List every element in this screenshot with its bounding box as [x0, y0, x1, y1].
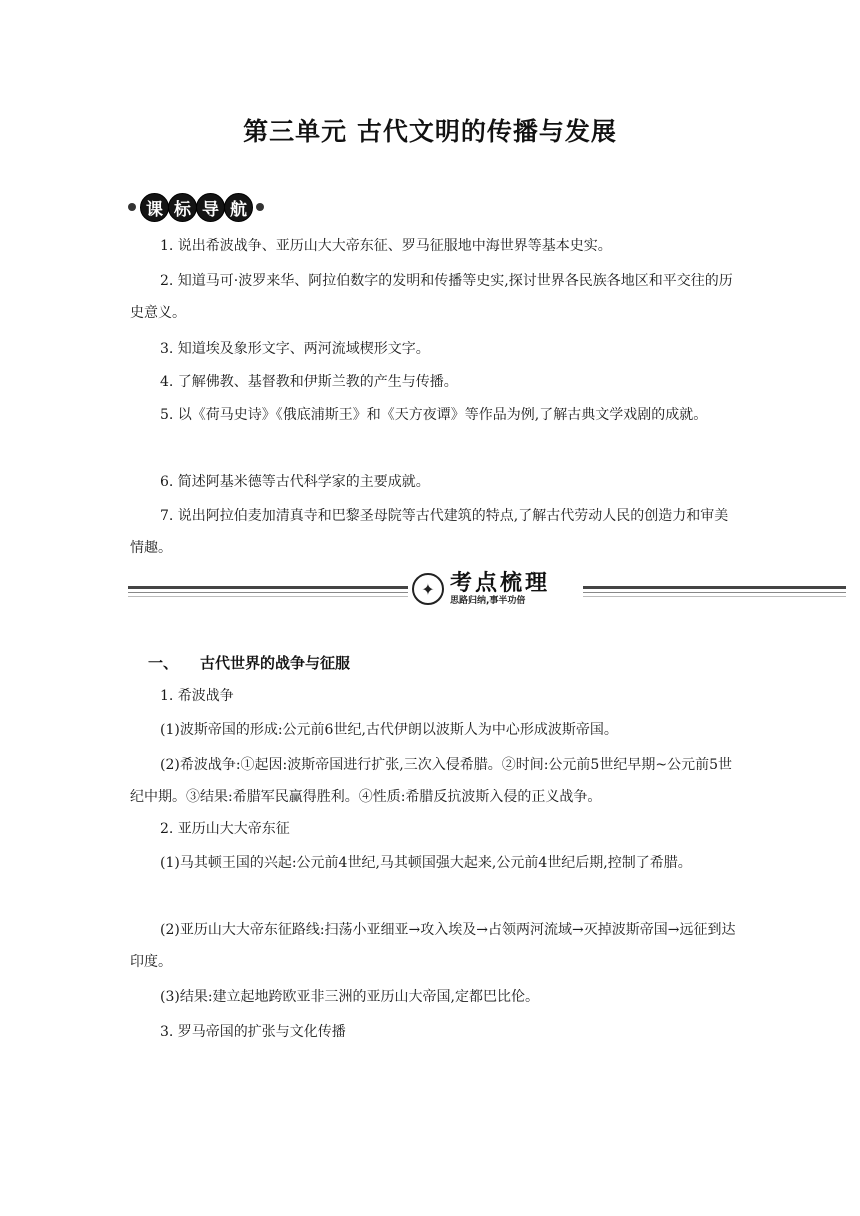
content-paragraph: (1)马其顿王国的兴起:公元前4世纪,马其顿国强大起来,公元前4世纪后期,控制了希腊。: [160, 855, 692, 871]
content-paragraph: (1)波斯帝国的形成:公元前6世纪,古代伊朗以波斯人为中心形成波斯帝国。: [160, 722, 618, 738]
standard-item: 5. 以《荷马史诗》《俄底浦斯王》和《天方夜谭》等作品为例,了解古典文学戏剧的成就。: [160, 407, 708, 423]
banner-char: 课: [140, 193, 169, 222]
page-title: 第三单元 古代文明的传播与发展: [243, 117, 617, 146]
banner-char: 标: [168, 193, 197, 222]
content-paragraph: (2)希波战争:①起因:波斯帝国进行扩张,三次入侵希腊。②时间:公元前5世纪早期~公元前5世纪中期。③结果:希腊军民赢得胜利。④性质:希腊反抗波斯入侵的正义战争。: [130, 757, 732, 805]
subsection-title: 1. 希波战争: [160, 688, 234, 704]
subsection-title: 3. 罗马帝国的扩张与文化传播: [160, 1024, 346, 1040]
subsection-title: 2. 亚历山大大帝东征: [160, 821, 290, 837]
section-number: 一、: [148, 654, 179, 672]
compass-icon: ✦: [412, 573, 444, 605]
course-standards-banner: [128, 192, 264, 222]
standard-item: 7. 说出阿拉伯麦加清真寺和巴黎圣母院等古代建筑的特点,了解古代劳动人民的创造力和审美情趣。: [130, 508, 729, 556]
banner-dot-left: [128, 203, 136, 211]
standard-item: 4. 了解佛教、基督教和伊斯兰教的产生与传播。: [160, 374, 458, 390]
section-heading: [148, 652, 350, 673]
standard-item: 2. 知道马可·波罗来华、阿拉伯数字的发明和传播等史实,探讨世界各民族各地区和平交往的历史意义。: [130, 273, 733, 321]
key-points-banner: [128, 568, 846, 610]
banner-char: 导: [196, 193, 225, 222]
banner-char: 航: [224, 193, 253, 222]
standard-item: 6. 简述阿基米德等古代科学家的主要成就。: [160, 474, 430, 490]
section-title: 古代世界的战争与征服: [200, 654, 351, 672]
standard-item: 1. 说出希波战争、亚历山大大帝东征、罗马征服地中海世界等基本史实。: [160, 238, 612, 254]
banner-title: 考点梳理: [450, 570, 551, 596]
content-paragraph: (3)结果:建立起地跨欧亚非三洲的亚历山大帝国,定都巴比伦。: [160, 989, 539, 1005]
banner-subtitle: 思路归纳,事半功倍: [450, 595, 526, 606]
banner-dot-right: [256, 203, 264, 211]
content-paragraph: (2)亚历山大大帝东征路线:扫荡小亚细亚→攻入埃及→占领两河流域→灭掉波斯帝国→远征到达印度。: [130, 922, 736, 970]
standard-item: 3. 知道埃及象形文字、两河流域楔形文字。: [160, 341, 430, 357]
